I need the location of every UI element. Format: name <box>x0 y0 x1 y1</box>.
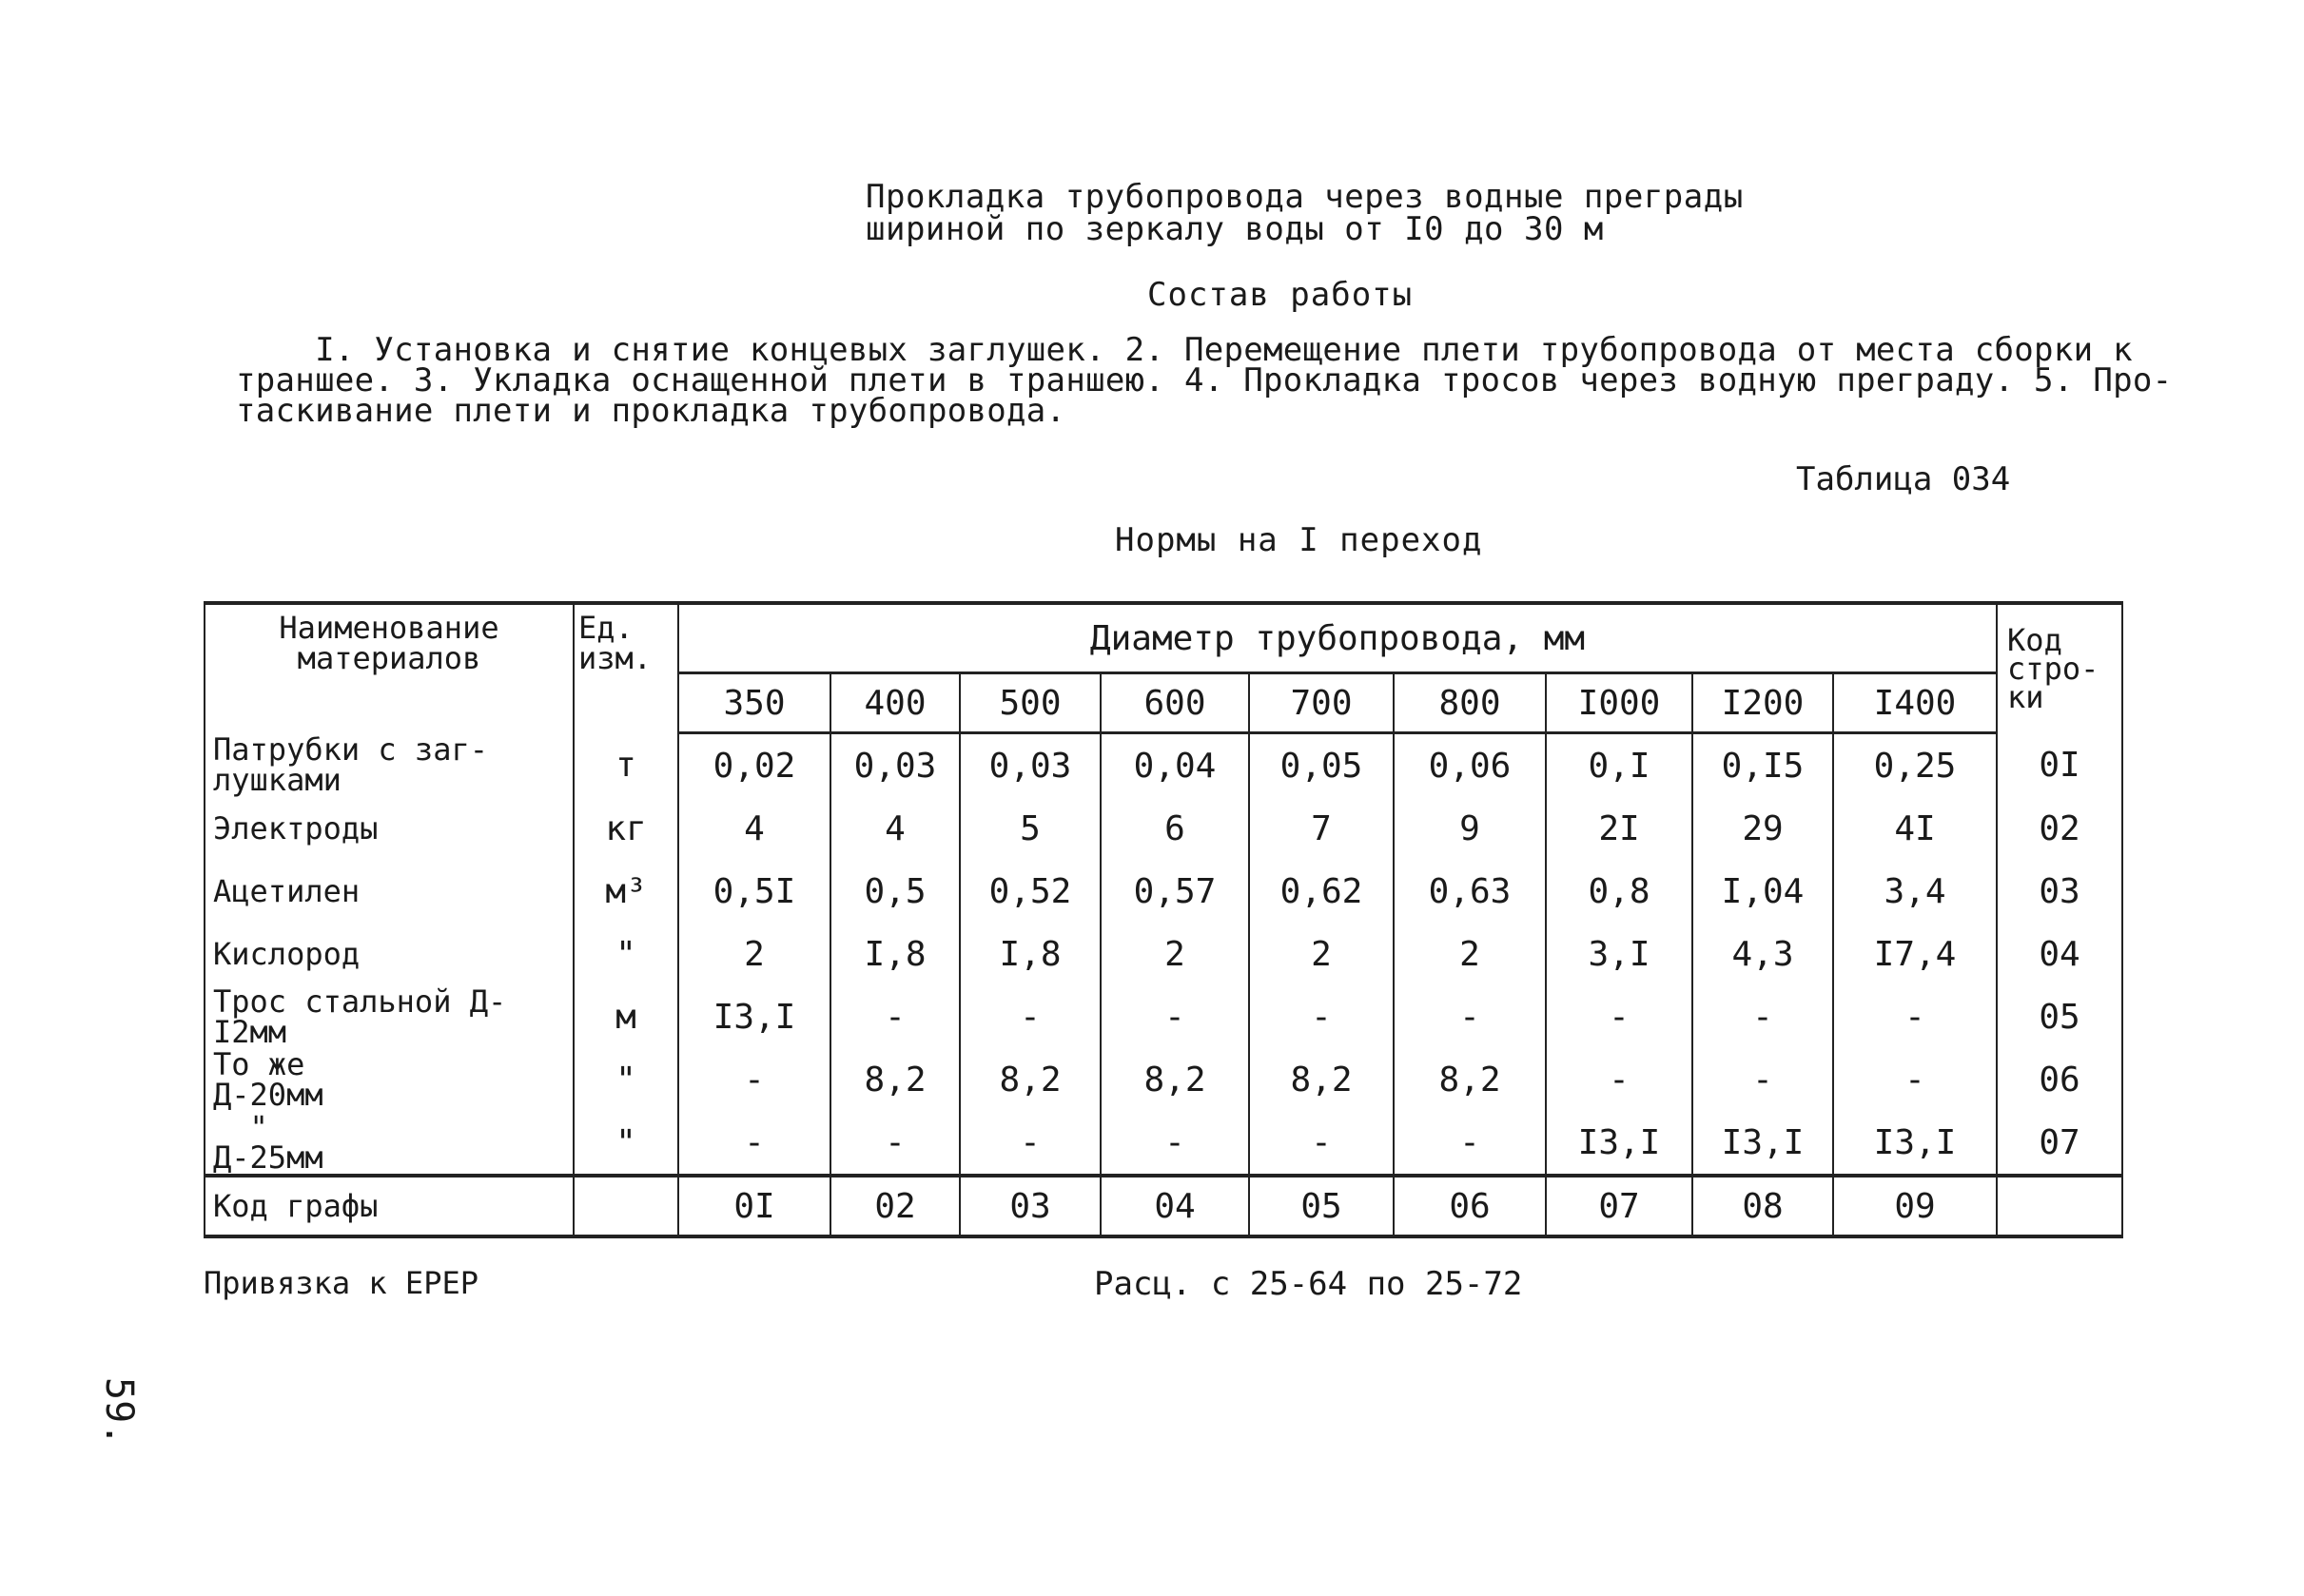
unit-cell: " <box>574 1048 678 1111</box>
header-unit: Ед. изм. <box>574 603 678 733</box>
empty-cell <box>574 1176 678 1236</box>
document-title: Прокладка трубопровода через водные преграды шириной по зеркалу воды от I0 до 30 м <box>866 178 1744 248</box>
graph-code-cell: 08 <box>1692 1176 1833 1236</box>
value-cell: 0,05 <box>1249 733 1394 798</box>
value-cell: I3,I <box>1833 1111 1997 1176</box>
value-cell: 8,2 <box>1394 1048 1546 1111</box>
value-cell: 0,8 <box>1546 860 1692 923</box>
value-cell: - <box>1394 1111 1546 1176</box>
value-cell: - <box>1101 985 1249 1048</box>
value-cell: 8,2 <box>830 1048 960 1111</box>
value-cell: 3,4 <box>1833 860 1997 923</box>
value-cell: 4 <box>678 797 830 860</box>
diameter-header-cell: 600 <box>1101 673 1249 733</box>
value-cell: 0,03 <box>830 733 960 798</box>
value-cell: - <box>1546 985 1692 1048</box>
value-cell: 3,I <box>1546 923 1692 985</box>
diameter-header-cell: 700 <box>1249 673 1394 733</box>
value-cell: 8,2 <box>1249 1048 1394 1111</box>
binding-value: Расц. с 25-64 по 25-72 <box>1094 1265 1523 1303</box>
value-cell: 6 <box>1101 797 1249 860</box>
value-cell: 0,5 <box>830 860 960 923</box>
value-cell: I,8 <box>830 923 960 985</box>
material-name-cell: Кислород <box>205 923 574 985</box>
value-cell: 0,25 <box>1833 733 1997 798</box>
material-name-cell: То же Д-20мм <box>205 1048 574 1111</box>
unit-cell: кг <box>574 797 678 860</box>
material-name-cell: Патрубки с заг-лушками <box>205 733 574 798</box>
value-cell: 0,I5 <box>1692 733 1833 798</box>
norms-table <box>204 601 2123 1238</box>
value-cell: - <box>1394 985 1546 1048</box>
norms-caption: Нормы на I переход <box>1115 521 1483 559</box>
graph-code-cell: 03 <box>960 1176 1101 1236</box>
graph-code-cell: 04 <box>1101 1176 1249 1236</box>
value-cell: - <box>1249 1111 1394 1176</box>
value-cell: 4 <box>830 797 960 860</box>
table-number: Таблица 034 <box>1796 460 2011 498</box>
value-cell: - <box>960 985 1101 1048</box>
value-cell: - <box>1101 1111 1249 1176</box>
value-cell: I7,4 <box>1833 923 1997 985</box>
graph-code-cell: 0I <box>678 1176 830 1236</box>
diameter-header-cell: I200 <box>1692 673 1833 733</box>
value-cell: - <box>1546 1048 1692 1111</box>
value-cell: I,8 <box>960 923 1101 985</box>
diameter-header-cell: 800 <box>1394 673 1546 733</box>
value-cell: 0,63 <box>1394 860 1546 923</box>
value-cell: 0,62 <box>1249 860 1394 923</box>
header-diameter: Диаметр трубопровода, мм <box>678 603 1997 673</box>
material-name-cell: Ацетилен <box>205 860 574 923</box>
value-cell: 2 <box>1394 923 1546 985</box>
diameter-header-cell: 400 <box>830 673 960 733</box>
value-cell: - <box>1692 985 1833 1048</box>
table-row <box>205 733 2122 798</box>
diameter-header-cell: 350 <box>678 673 830 733</box>
graph-code-cell: 06 <box>1394 1176 1546 1236</box>
graph-code-cell: 02 <box>830 1176 960 1236</box>
value-cell: 4,3 <box>1692 923 1833 985</box>
binding-label: Привязка к ЕРЕР <box>204 1265 478 1301</box>
value-cell: - <box>960 1111 1101 1176</box>
section-heading: Состав работы <box>1147 276 1414 314</box>
graph-code-cell: 05 <box>1249 1176 1394 1236</box>
table-row <box>205 923 2122 985</box>
table-row <box>205 1048 2122 1111</box>
value-cell: I3,I <box>1546 1111 1692 1176</box>
value-cell: 2I <box>1546 797 1692 860</box>
work-composition-text: I. Установка и снятие концевых заглушек. 2. Перемещение плети трубопровода от места сборки к траншее. 3. Укладка оснащенной плети в траншею. 4. Прокладка тросов через водную преграду. 5. Про- таскивание плети и прокладка трубопровода. <box>236 331 2173 430</box>
value-cell: 5 <box>960 797 1101 860</box>
value-cell: - <box>830 985 960 1048</box>
value-cell: - <box>1833 985 1997 1048</box>
row-code-cell: 02 <box>1997 797 2122 860</box>
value-cell: 0,52 <box>960 860 1101 923</box>
value-cell: 7 <box>1249 797 1394 860</box>
graph-code-cell: 07 <box>1546 1176 1692 1236</box>
row-code-cell: 07 <box>1997 1111 2122 1176</box>
table-row <box>205 860 2122 923</box>
value-cell: 0,02 <box>678 733 830 798</box>
row-code-cell: 0I <box>1997 733 2122 798</box>
value-cell: - <box>678 1048 830 1111</box>
material-name-cell: Электроды <box>205 797 574 860</box>
value-cell: - <box>678 1111 830 1176</box>
row-code-cell: 06 <box>1997 1048 2122 1111</box>
value-cell: 2 <box>1249 923 1394 985</box>
value-cell: 0,57 <box>1101 860 1249 923</box>
value-cell: 0,5I <box>678 860 830 923</box>
table-row <box>205 985 2122 1048</box>
diameter-header-cell: I400 <box>1833 673 1997 733</box>
empty-cell <box>1997 1176 2122 1236</box>
unit-cell: " <box>574 923 678 985</box>
unit-cell: м <box>574 985 678 1048</box>
value-cell: I,04 <box>1692 860 1833 923</box>
unit-cell: м³ <box>574 860 678 923</box>
value-cell: 2 <box>1101 923 1249 985</box>
value-cell: - <box>1692 1048 1833 1111</box>
value-cell: - <box>1833 1048 1997 1111</box>
header-material-name: Наименование материалов <box>205 603 574 733</box>
value-cell: 0,03 <box>960 733 1101 798</box>
value-cell: 8,2 <box>1101 1048 1249 1111</box>
material-name-cell: Трос стальной Д-I2мм <box>205 985 574 1048</box>
unit-cell: т <box>574 733 678 798</box>
graph-code-label: Код графы <box>205 1176 574 1236</box>
value-cell: 4I <box>1833 797 1997 860</box>
value-cell: - <box>1249 985 1394 1048</box>
value-cell: 2 <box>678 923 830 985</box>
material-name-cell: " Д-25мм <box>205 1111 574 1176</box>
diameter-header-cell: 500 <box>960 673 1101 733</box>
row-code-cell: 03 <box>1997 860 2122 923</box>
graph-code-cell: 09 <box>1833 1176 1997 1236</box>
header-row-code: Код стро-ки <box>1997 603 2122 733</box>
row-code-cell: 04 <box>1997 923 2122 985</box>
row-code-cell: 05 <box>1997 985 2122 1048</box>
diameter-header-cell: I000 <box>1546 673 1692 733</box>
table-row <box>205 1111 2122 1176</box>
graph-code-row <box>205 1176 2122 1236</box>
value-cell: 0,06 <box>1394 733 1546 798</box>
value-cell: 9 <box>1394 797 1546 860</box>
value-cell: - <box>830 1111 960 1176</box>
value-cell: I3,I <box>1692 1111 1833 1176</box>
page-number: 59. <box>97 1377 141 1447</box>
unit-cell: " <box>574 1111 678 1176</box>
value-cell: 0,04 <box>1101 733 1249 798</box>
value-cell: I3,I <box>678 985 830 1048</box>
value-cell: 8,2 <box>960 1048 1101 1111</box>
value-cell: 0,I <box>1546 733 1692 798</box>
value-cell: 29 <box>1692 797 1833 860</box>
table-row <box>205 797 2122 860</box>
